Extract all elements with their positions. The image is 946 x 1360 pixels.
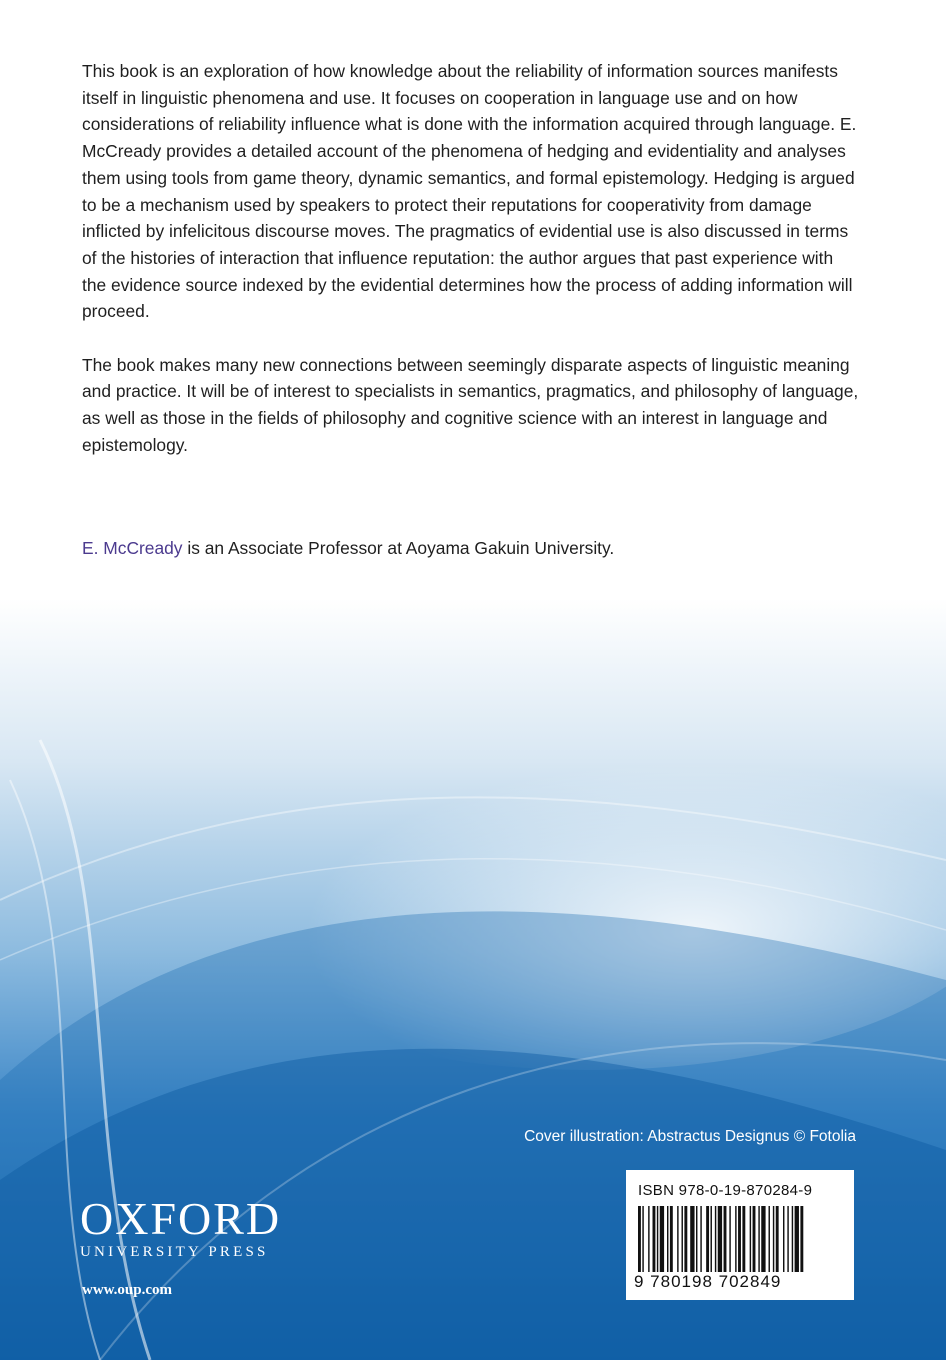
barcode-digits: 9 780198 702849	[634, 1272, 782, 1291]
barcode-bar	[738, 1206, 741, 1272]
description-paragraph-1: This book is an exploration of how knowledge about the reliability of information sources manifests itself in linguistic phenomena and use. It focuses on cooperation in language use and on how considerations of reliability influence what is done with the information acquired through language. E. McCready provides a detailed account of the phenomena of hedging and evidentiality and analyses them using tools from game theory, dynamic semantics, and formal epistemology. Hedging is argued to be a mechanism used by speakers to protect their reputations for cooperativity from damage inflicted by infelicitous discourse moves. The pragmatics of evidential use is also discussed in terms of the histories of interaction that influence reputation: the author argues that past experience with the evidence source indexed by the evidential determines how the process of adding information will proceed.	[82, 61, 857, 322]
barcode-bar	[776, 1206, 779, 1272]
barcode-bar	[660, 1206, 664, 1272]
barcode-bar	[742, 1206, 745, 1272]
logo-main-text: OXFORD	[80, 1193, 282, 1244]
barcode-bar	[653, 1206, 656, 1272]
barcode-bar	[711, 1206, 712, 1272]
barcode-bar	[642, 1206, 643, 1272]
barcode-bar	[787, 1206, 788, 1272]
barcode-bar	[677, 1206, 678, 1272]
barcode-bar	[657, 1206, 658, 1272]
barcode-icon	[638, 1206, 842, 1272]
barcode-bar	[715, 1206, 716, 1272]
barcode-bar	[684, 1206, 687, 1272]
barcode-bar	[718, 1206, 722, 1272]
book-description	[82, 58, 862, 485]
isbn-barcode-box	[626, 1170, 854, 1300]
barcode-bar	[795, 1206, 799, 1272]
description-paragraph-2: The book makes many new connections between seemingly disparate aspects of linguistic meaning and practice. It will be of interest to specialists in semantics, pragmatics, and philosophy of language, as well as those in the fields of philosophy and cognitive science with an interest in language and epistemology.	[82, 354, 859, 455]
barcode-bar	[700, 1206, 701, 1272]
barcode-bar	[750, 1206, 751, 1272]
barcode-bar	[753, 1206, 756, 1272]
barcode-bar	[667, 1206, 668, 1272]
publisher-url: www.oup.com	[82, 1282, 173, 1298]
barcode-bar	[773, 1206, 774, 1272]
barcode-bar	[648, 1206, 649, 1272]
barcode-bar	[724, 1206, 727, 1272]
logo-sub-text: UNIVERSITY PRESS	[80, 1244, 269, 1260]
barcode-bar	[800, 1206, 803, 1272]
barcode-bar	[696, 1206, 697, 1272]
barcode-bar	[690, 1206, 694, 1272]
barcode-bar	[682, 1206, 683, 1272]
barcode-bar	[706, 1206, 709, 1272]
barcode-bar	[758, 1206, 759, 1272]
barcode-bar	[670, 1206, 673, 1272]
author-name: E. McCready	[82, 538, 183, 558]
barcode-bar	[783, 1206, 784, 1272]
barcode-bar	[792, 1206, 793, 1272]
isbn-label: ISBN 978-0-19-870284-9	[638, 1182, 813, 1199]
barcode-bar	[769, 1206, 770, 1272]
barcode-bar	[729, 1206, 730, 1272]
barcode-bar	[638, 1206, 641, 1272]
oxford-logo	[80, 1193, 282, 1261]
barcode-bar	[735, 1206, 736, 1272]
barcode-bar	[761, 1206, 765, 1272]
author-bio-text: is an Associate Professor at Aoyama Gakuin University.	[182, 538, 615, 558]
author-bio	[82, 535, 862, 562]
cover-credit: Cover illustration: Abstractus Designus © Fotolia	[524, 1128, 856, 1145]
